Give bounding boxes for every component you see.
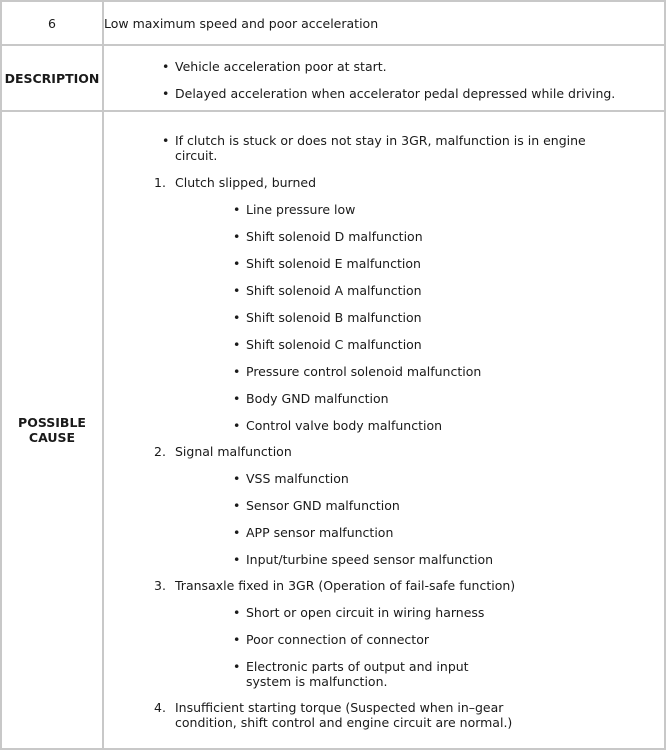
cause-intro-list xyxy=(104,120,615,163)
cause-sub-item: • Short or open circuit in wiring harness xyxy=(246,605,496,620)
cause-sub-list xyxy=(175,605,535,689)
cause-number: 3. xyxy=(154,577,166,593)
cause-item xyxy=(154,443,535,567)
cause-number: 4. xyxy=(154,699,166,715)
cause-text: Signal malfunction xyxy=(175,443,292,459)
description-cell xyxy=(103,45,665,111)
possible-cause-cell xyxy=(103,111,665,749)
possible-cause-label-line1: POSSIBLE xyxy=(18,415,86,430)
cause-text: Insufficient starting torque (Suspected when in–gear condition, shift control and engine circuit are normal.) xyxy=(175,699,513,730)
cause-number: 2. xyxy=(154,443,166,459)
cause-sub-item: • Shift solenoid C malfunction xyxy=(246,337,496,352)
cause-sub-item: • Control valve body malfunction xyxy=(246,418,496,433)
cause-sub-item: • Body GND malfunction xyxy=(246,391,496,406)
cause-sub-item: • Input/turbine speed sensor malfunction xyxy=(246,552,496,567)
cause-text: Clutch slipped, burned xyxy=(175,174,317,190)
description-list xyxy=(104,56,664,101)
description-item: • Vehicle acceleration poor at start. xyxy=(175,59,664,74)
cause-sub-list xyxy=(175,202,535,433)
description-label: DESCRIPTION xyxy=(1,45,103,111)
cause-sub-item: • Electronic parts of output and input system is malfunction. xyxy=(246,659,496,689)
cause-item xyxy=(154,174,535,433)
cause-item xyxy=(154,577,535,689)
cause-sub-item: • Line pressure low xyxy=(246,202,496,217)
cause-sub-item: • VSS malfunction xyxy=(246,471,496,486)
cause-item xyxy=(154,699,535,730)
cause-number: 1. xyxy=(154,174,166,190)
description-item: • Delayed acceleration when accelerator pedal depressed while driving. xyxy=(175,86,664,101)
cause-text: Transaxle fixed in 3GR (Operation of fail-safe function) xyxy=(175,577,516,593)
cause-sub-item: • Pressure control solenoid malfunction xyxy=(246,364,496,379)
cause-sub-item: • Shift solenoid B malfunction xyxy=(246,310,496,325)
cause-sub-item: • Shift solenoid D malfunction xyxy=(246,229,496,244)
cause-sub-item: • Shift solenoid A malfunction xyxy=(246,283,496,298)
cause-sub-item: • Poor connection of connector xyxy=(246,632,496,647)
row-number: 6 xyxy=(1,1,103,45)
possible-cause-label xyxy=(1,111,103,749)
cause-intro: • If clutch is stuck or does not stay in 3GR, malfunction is in engine circuit. xyxy=(175,133,615,163)
symptom-title: Low maximum speed and poor acceleration xyxy=(103,1,665,45)
cause-sub-item: • Sensor GND malfunction xyxy=(246,498,496,513)
title-row xyxy=(1,1,665,45)
cause-list xyxy=(104,175,664,730)
cause-sub-item: • APP sensor malfunction xyxy=(246,525,496,540)
cause-sub-item: • Shift solenoid E malfunction xyxy=(246,256,496,271)
description-row xyxy=(1,45,665,111)
cause-sub-list xyxy=(175,471,535,567)
possible-cause-row xyxy=(1,111,665,749)
possible-cause-label-line2: CAUSE xyxy=(28,430,76,445)
